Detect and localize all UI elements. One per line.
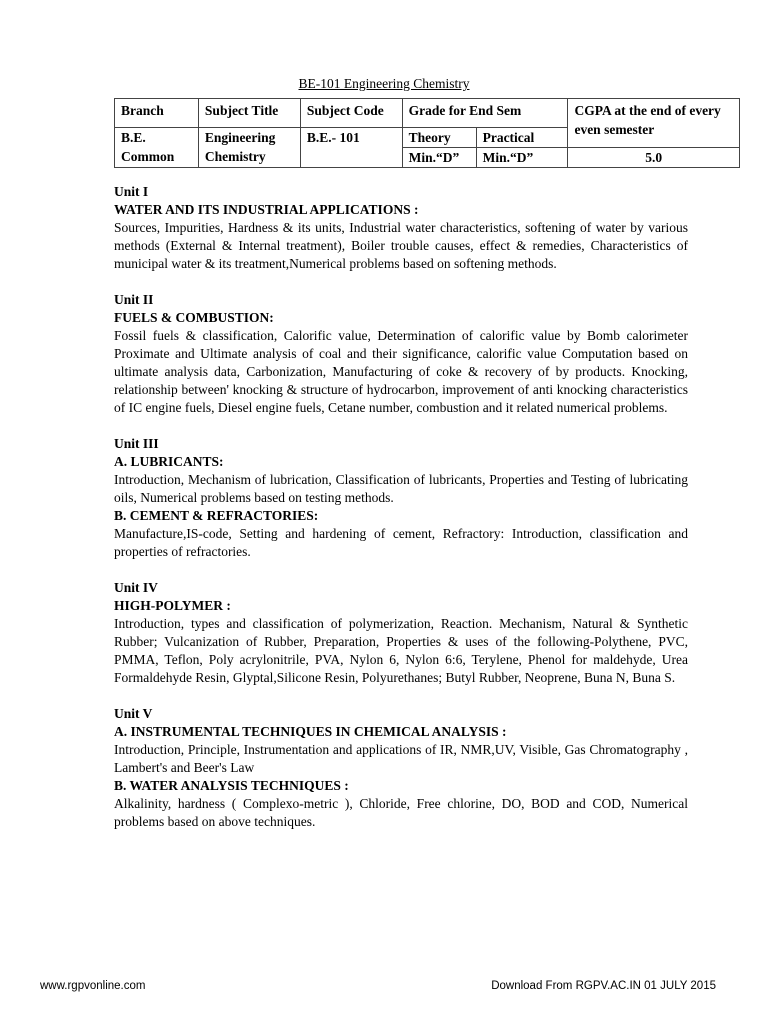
unit-3 [114,435,688,561]
footer-website: www.rgpvonline.com [40,980,146,992]
header-grade: Grade for End Sem [402,99,568,128]
cell-theory-min: Min.“D” [402,148,476,168]
unit-heading: Unit III [114,436,159,451]
section-text: Sources, Impurities, Hardness & its units, Industrial water characteristics, softening of water by various methods (External & Internal treatment), Boiler trouble causes, effect & remedies, Characteristics of municipal water & its treatment,Numerical problems based on softening methods. [114,220,688,271]
section-heading: B. WATER ANALYSIS TECHNIQUES : [114,778,349,793]
section-heading: A. LUBRICANTS: [114,454,224,469]
unit-heading: Unit I [114,184,149,199]
section-text: Manufacture,IS-code, Setting and hardening of cement, Refractory: Introduction, classification and properties of refractories. [114,526,688,559]
cell-practical-label: Practical [476,128,568,148]
table-header-row [115,99,740,128]
section-heading: A. INSTRUMENTAL TECHNIQUES IN CHEMICAL ANALYSIS : [114,724,507,739]
header-subject-code: Subject Code [300,99,402,128]
section-heading: FUELS & COMBUSTION: [114,310,274,325]
section-text: Introduction, Mechanism of lubrication, Classification of lubricants, Properties and Testing of lubricating oils, Numerical problems based on testing methods. [114,472,688,505]
unit-heading: Unit IV [114,580,158,595]
cell-subject-code: B.E.- 101 [300,128,402,168]
unit-1 [114,183,688,273]
cell-subject-title: Engineering Chemistry [198,128,300,168]
footer-download-note: Download From RGPV.AC.IN 01 JULY 2015 [491,980,716,992]
syllabus-content [114,183,688,849]
header-branch: Branch [115,99,199,128]
cell-theory-label: Theory [402,128,476,148]
section-heading: WATER AND ITS INDUSTRIAL APPLICATIONS : [114,202,419,217]
header-cgpa: CGPA at the end of every even semester [568,99,740,148]
unit-heading: Unit II [114,292,154,307]
unit-2 [114,291,688,417]
cell-practical-min: Min.“D” [476,148,568,168]
cell-branch: B.E. Common [115,128,199,168]
unit-heading: Unit V [114,706,153,721]
page-title: BE-101 Engineering Chemistry [298,76,470,91]
unit-4 [114,579,688,687]
course-spec-table [114,98,740,168]
section-heading: B. CEMENT & REFRACTORIES: [114,508,319,523]
section-text: Fossil fuels & classification, Calorific value, Determination of calorific value by Bomb calorimeter Proximate and Ultimate analysis of coal and their significance, calorific value Computation based on ultimate analysis data, Carbonization, Manufacturing of coke & recovery of by products. Knocking, relationship between' knocking & structure of hydrocarbon, improvement of anti knocking characteristics of IC engine fuels, Diesel engine fuels, Cetane number, combustion and it related numerical problems. [114,328,688,415]
section-text: Introduction, types and classification of polymerization, Reaction. Mechanism, Natural & Synthetic Rubber; Vulcanization of Rubber, Preparation, Properties & uses of the following-Polythene, PVC, PMMA, Teflon, Poly acrylonitrile, PVA, Nylon 6, Nylon 6:6, Terylene, Phenol for maldehyde, Urea Formaldehyde Resin, Glyptal,Silicone Resin, Polyurethanes; Butyl Rubber, Neoprene, Buna N, Buna S. [114,616,688,685]
section-text: Alkalinity, hardness ( Complexo-metric ), Chloride, Free chlorine, DO, BOD and COD, Numerical problems based on above techniques. [114,796,688,829]
section-text: Introduction, Principle, Instrumentation and applications of IR, NMR,UV, Visible, Gas Chromatography , Lambert's and Beer's Law [114,742,688,775]
cell-cgpa: 5.0 [568,148,740,168]
section-heading: HIGH-POLYMER : [114,598,231,613]
header-subject-title: Subject Title [198,99,300,128]
unit-5 [114,705,688,831]
